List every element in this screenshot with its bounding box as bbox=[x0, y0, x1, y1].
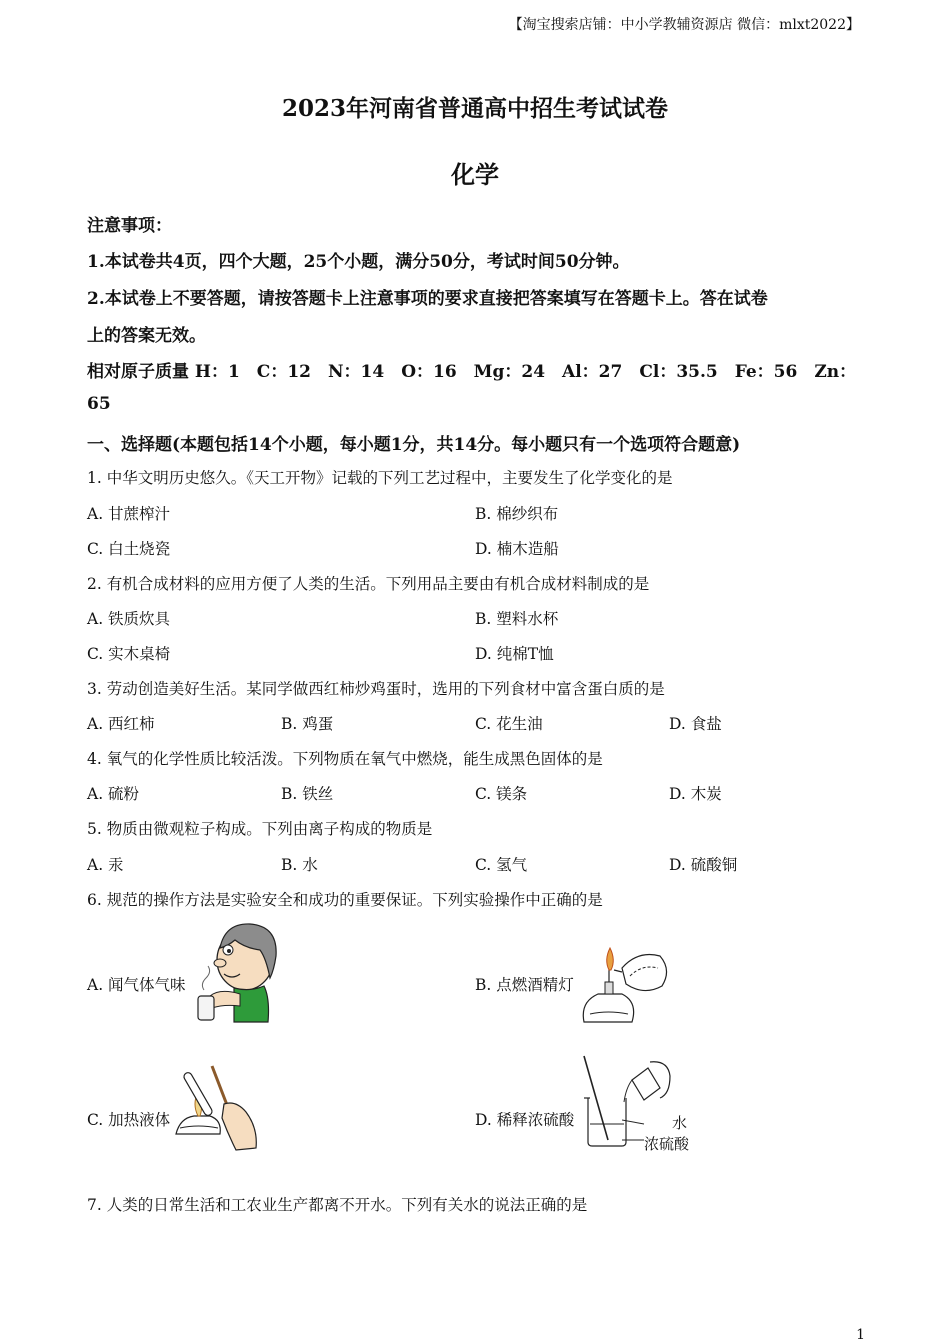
q2-option-a: A. 铁质炊具 bbox=[87, 610, 171, 628]
header-note: 【淘宝搜索店铺：中小学教辅资源店 微信：mlxt2022】 bbox=[508, 17, 860, 33]
q3-option-b: B. 鸡蛋 bbox=[281, 715, 334, 733]
q3-option-d: D. 食盐 bbox=[669, 715, 722, 733]
q5-option-b: B. 水 bbox=[281, 856, 318, 874]
question-4-stem: 4. 氧气的化学性质比较活泼。下列物质在氧气中燃烧，能生成黑色固体的是 bbox=[87, 750, 603, 768]
lighting-lamp-illustration bbox=[578, 940, 670, 1026]
q3-option-a: A. 西红柿 bbox=[87, 715, 155, 733]
page-number: 1 bbox=[856, 1327, 865, 1343]
question-5-stem: 5. 物质由微观粒子构成。下列由离子构成的物质是 bbox=[87, 820, 433, 838]
q6-option-b: B. 点燃酒精灯 bbox=[475, 976, 574, 994]
q2-option-d: D. 纯棉T恤 bbox=[475, 645, 554, 663]
question-1-stem: 1. 中华文明历史悠久。《天工开物》记载的下列工艺过程中，主要发生了化学变化的是 bbox=[87, 469, 673, 487]
q5-option-a: A. 汞 bbox=[87, 856, 124, 874]
q6-option-d: D. 稀释浓硫酸 bbox=[475, 1111, 575, 1129]
q4-option-a: A. 硫粉 bbox=[87, 785, 140, 803]
q2-option-c: C. 实木桌椅 bbox=[87, 645, 171, 663]
q5-option-c: C. 氢气 bbox=[475, 856, 528, 874]
subject-title: 化学 bbox=[451, 160, 499, 189]
notice-heading: 注意事项： bbox=[87, 216, 172, 236]
page-title: 2023年河南省普通高中招生考试试卷 bbox=[281, 95, 668, 122]
q5-option-d: D. 硫酸铜 bbox=[669, 856, 738, 874]
label-concentrated-acid: 浓硫酸 bbox=[644, 1135, 690, 1153]
heating-liquid-illustration bbox=[172, 1060, 264, 1152]
notice-item-2-line-1: 2.本试卷上不要答题，请按答题卡上注意事项的要求直接把答案填写在答题卡上。答在试卷 bbox=[87, 289, 768, 309]
q3-option-c: C. 花生油 bbox=[475, 715, 543, 733]
atomic-mass-line-2: 65 bbox=[87, 394, 111, 414]
q1-option-d: D. 楠木造船 bbox=[475, 540, 559, 558]
q4-option-b: B. 铁丝 bbox=[281, 785, 334, 803]
notice-item-1: 1.本试卷共4页，四个大题，25个小题，满分50分，考试时间50分钟。 bbox=[87, 252, 630, 272]
q4-option-d: D. 木炭 bbox=[669, 785, 722, 803]
q2-option-b: B. 塑料水杯 bbox=[475, 610, 559, 628]
q1-option-a: A. 甘蔗榨汁 bbox=[87, 505, 171, 523]
question-6-stem: 6. 规范的操作方法是实验安全和成功的重要保证。下列实验操作中正确的是 bbox=[87, 891, 603, 909]
q4-option-c: C. 镁条 bbox=[475, 785, 528, 803]
question-3-stem: 3. 劳动创造美好生活。某同学做西红柿炒鸡蛋时，选用的下列食材中富含蛋白质的是 bbox=[87, 680, 665, 698]
question-2-stem: 2. 有机合成材料的应用方便了人类的生活。下列用品主要由有机合成材料制成的是 bbox=[87, 575, 650, 593]
smelling-gas-illustration bbox=[190, 918, 286, 1024]
q1-option-c: C. 白土烧瓷 bbox=[87, 540, 171, 558]
section-1-heading: 一、选择题(本题包括14个小题，每小题1分，共14分。每小题只有一个选项符合题意) bbox=[87, 435, 741, 455]
q1-option-b: B. 棉纱织布 bbox=[475, 505, 559, 523]
label-water: 水 bbox=[672, 1114, 688, 1132]
q6-option-a: A. 闻气体气味 bbox=[87, 976, 186, 994]
label-pointer-lines bbox=[622, 1118, 646, 1144]
notice-item-2-line-2: 上的答案无效。 bbox=[87, 326, 206, 346]
atomic-mass-line-1: 相对原子质量 H：1 C：12 N：14 O：16 Mg：24 Al：27 Cl：35.5 Fe：56 Zn： bbox=[87, 362, 857, 382]
question-7-stem: 7. 人类的日常生活和工农业生产都离不开水。下列有关水的说法正确的是 bbox=[87, 1196, 588, 1214]
q6-option-c: C. 加热液体 bbox=[87, 1111, 171, 1129]
